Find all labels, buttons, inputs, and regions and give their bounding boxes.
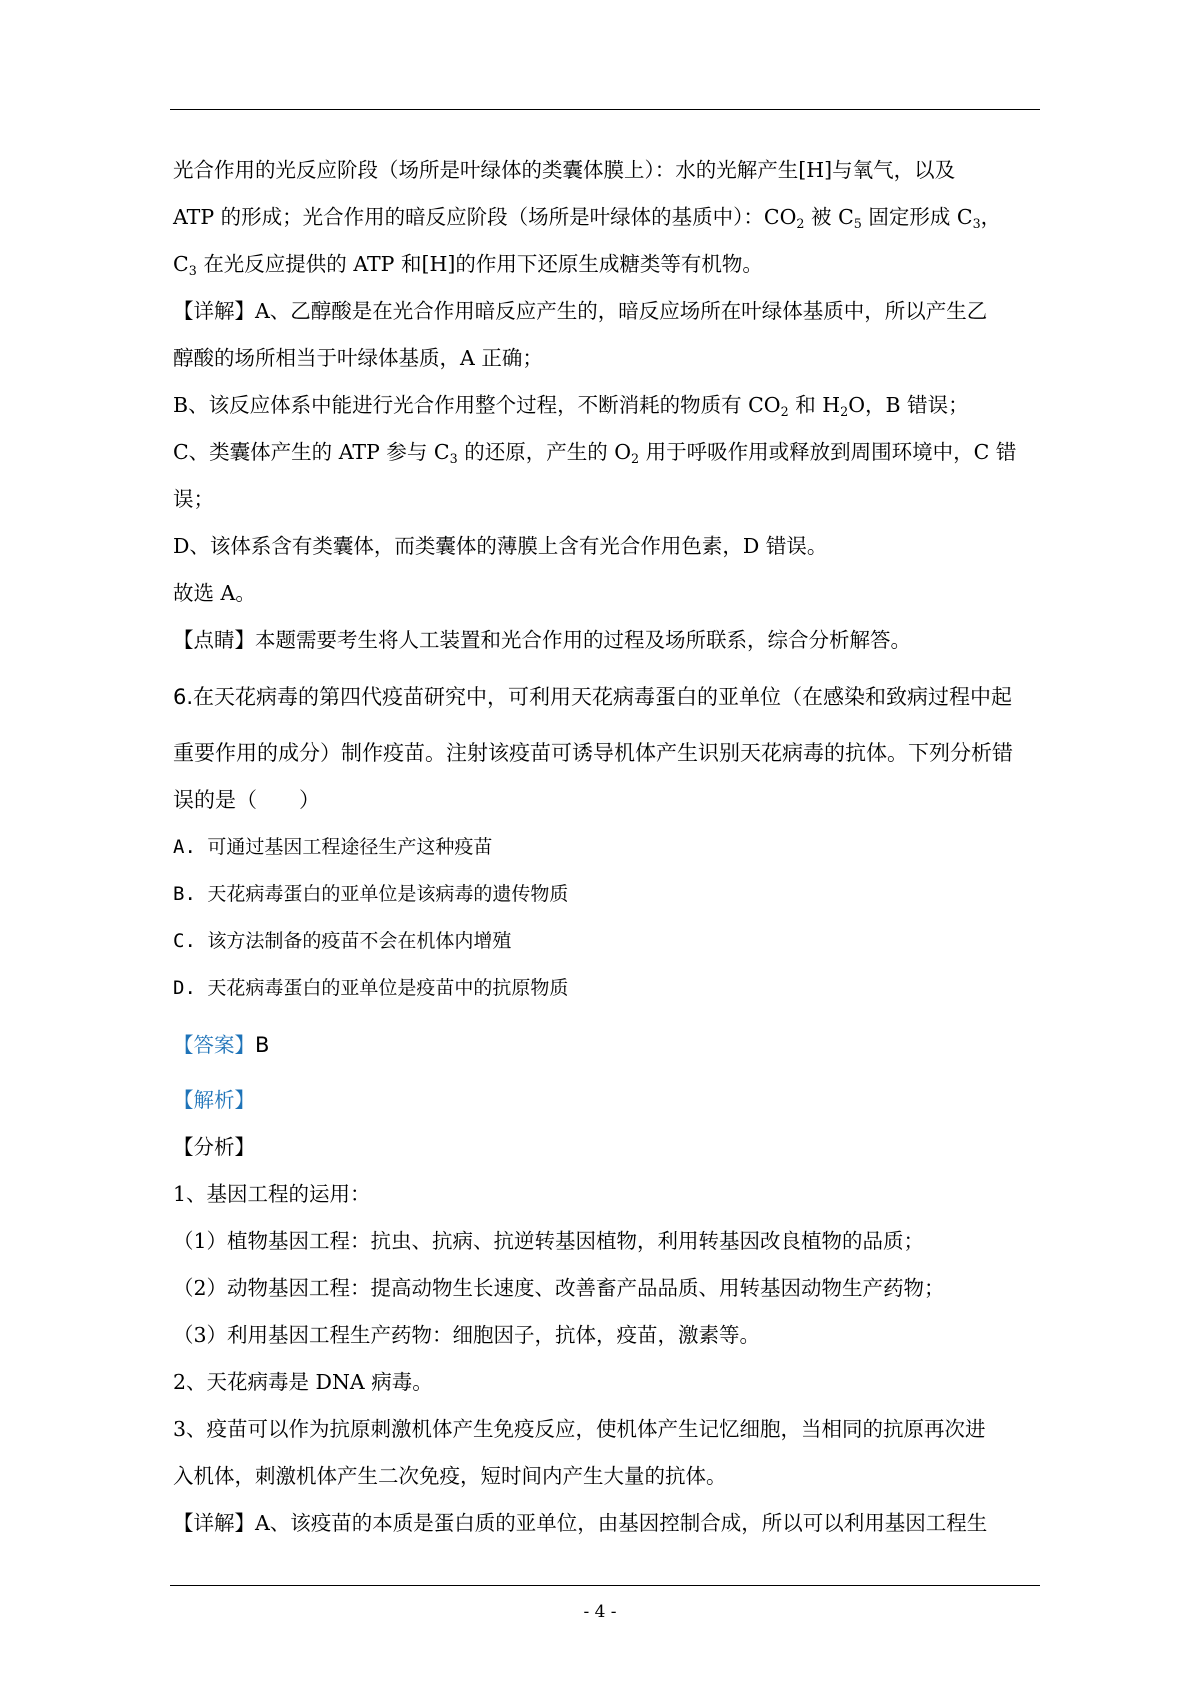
text-line: 光合作用的光反应阶段（场所是叶绿体的类囊体膜上）：水的光解产生[H]与氧气，以及 <box>173 158 956 182</box>
text-line: C、类囊体产生的 ATP 参与 $C_3$ 的还原，产生的 $O_2$ 用于呼吸作用或释放到周围环境中，C 错 <box>173 440 1017 466</box>
text-line: 入机体，刺激机体产生二次免疫，短时间内产生大量的抗体。 <box>173 1464 727 1488</box>
text-line: 3、疫苗可以作为抗原刺激机体产生免疫反应，使机体产生记忆细胞，当相同的抗原再次进 <box>173 1417 986 1441</box>
question-line: 6.在天花病毒的第四代疫苗研究中，可利用天花病毒蛋白的亚单位（在感染和致病过程中起 <box>173 685 1013 709</box>
text-line: （1）植物基因工程：抗虫、抗病、抗逆转基因植物，利用转基因改良植物的品质； <box>173 1229 925 1253</box>
answer-line <box>173 1030 269 1060</box>
option-d: D. 天花病毒蛋白的亚单位是疫苗中的抗原物质 <box>173 977 569 999</box>
question-line: 重要作用的成分）制作疫苗。注射该疫苗可诱导机体产生识别天花病毒的抗体。下列分析错 <box>173 741 1013 765</box>
text-line: 【点睛】本题需要考生将人工装置和光合作用的过程及场所联系，综合分析解答。 <box>173 628 911 652</box>
text-line: 误； <box>173 487 214 511</box>
text-line: 【详解】A、该疫苗的本质是蛋白质的亚单位，由基因控制合成，所以可以利用基因工程生 <box>173 1511 988 1535</box>
question-number: 6. <box>173 685 194 709</box>
text-line: $C_3$ 在光反应提供的 ATP 和[H]的作用下还原生成糖类等有机物。 <box>173 252 763 278</box>
text-line: 【详解】A、乙醇酸是在光合作用暗反应产生的，暗反应场所在叶绿体基质中，所以产生乙 <box>173 299 988 323</box>
text-line: 1、基因工程的运用： <box>173 1182 371 1206</box>
analysis-label-line <box>173 1085 255 1115</box>
option-c: C. 该方法制备的疫苗不会在机体内增殖 <box>173 930 512 952</box>
header-rule <box>170 109 1040 110</box>
text-line: 2、天花病毒是 DNA 病毒。 <box>173 1370 433 1394</box>
footer-rule <box>170 1585 1040 1586</box>
question-line: 误的是（ ） <box>173 788 320 812</box>
text-line: ATP 的形成；光合作用的暗反应阶段（场所是叶绿体的基质中）：$CO_2$ 被 $C_5$ 固定形成 $C_3$， <box>173 205 1002 231</box>
option-a: A. 可通过基因工程途径生产这种疫苗 <box>173 836 493 858</box>
text-line: D、该体系含有类囊体，而类囊体的薄膜上含有光合作用色素，D 错误。 <box>173 534 828 558</box>
option-b: B. 天花病毒蛋白的亚单位是该病毒的遗传物质 <box>173 883 569 905</box>
text-line: （3）利用基因工程生产药物：细胞因子，抗体，疫苗，激素等。 <box>173 1323 761 1347</box>
text-line: B、该反应体系中能进行光合作用整个过程，不断消耗的物质有 $CO_2$ 和 $H_2O$，B 错误； <box>173 393 969 419</box>
analysis-label: 【解析】 <box>173 1088 255 1112</box>
text-line: 醇酸的场所相当于叶绿体基质，A 正确； <box>173 346 543 370</box>
answer-value: B <box>255 1033 270 1057</box>
text-line: （2）动物基因工程：提高动物生长速度、改善畜产品品质、用转基因动物生产药物； <box>173 1276 945 1300</box>
page-number: - 4 - <box>583 1602 617 1622</box>
answer-label: 【答案】 <box>173 1033 255 1057</box>
text-line: 【分析】 <box>173 1135 255 1159</box>
text-line: 故选 A。 <box>173 581 256 605</box>
